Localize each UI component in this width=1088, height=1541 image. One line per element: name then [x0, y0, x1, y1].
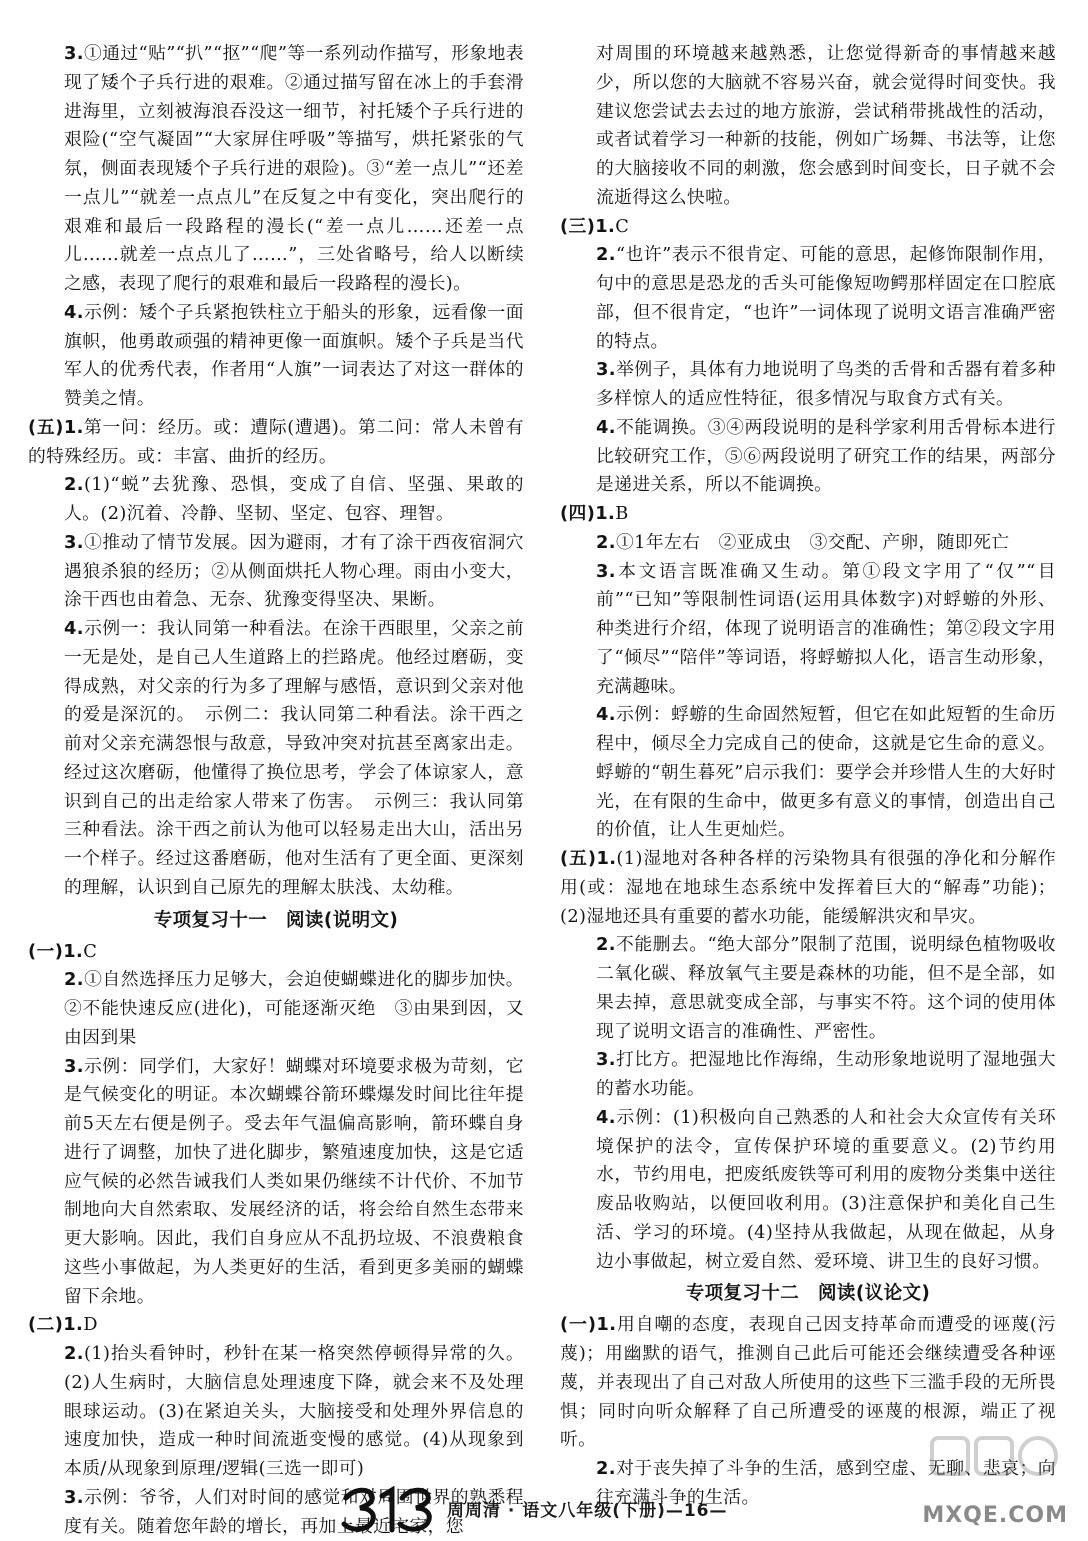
answer-text: (1)湿地对各种各样的污染物具有很强的净化和分解作用(或：湿地在地球生态系统中发挥着巨大的“解毒”功能)；(2)湿地还具有重要的蓄水功能，能缓解洪灾和旱灾。 [560, 848, 1056, 927]
answer-text: 示例：同学们，大家好！蝴蝶对环境要求极为苛刻，它是气候变化的明证。本次蝴蝶谷箭环蝶爆发时间比往年提前5天左右便是例子。受去年气温偏高影响，箭环蝶自身进行了调整，加快了进化脚步，繁殖速度加快，这是它适应气候的必然告诫我们人类如果仍继续不计代价、不加节制地向大自然索取、发展经济的话，将会给自然生态带来更大影响。因此，我们自身应从不乱扔垃圾、不浪费粮食这些小事做起，为人类更好的生活，看到更多美丽的蝴蝶留下余地。 [64, 1055, 524, 1307]
answer-item [28, 1340, 524, 1484]
question-number: 4. [64, 618, 84, 639]
question-number: 4. [596, 704, 616, 726]
answer-item [28, 966, 524, 1052]
question-number: 1. [63, 940, 84, 962]
question-number: 4. [596, 1106, 616, 1128]
section-label: (一) [560, 1314, 597, 1336]
answer-text: 举例子，具体有力地说明了鸟类的舌骨和舌器有着多种多样惊人的适应性特征，很多情况与取食方式有关。 [596, 359, 1056, 409]
question-number: 2. [64, 969, 84, 991]
answer-item [560, 1104, 1056, 1277]
question-number: 3. [64, 531, 84, 553]
answer-item [560, 213, 1056, 242]
answer-item [560, 1046, 1056, 1104]
section-label: (二) [28, 1314, 64, 1336]
answer-item [28, 1053, 524, 1312]
answer-text: 本文语言既准确又生动。第①段文字用了“仅”“目前”“已知”等限制性词语(运用具体数字)对蜉蝣的外形、种类进行介绍，体现了说明语言的准确性；第②段文字用了“倾尽”“陪伴”等词语，将蜉蝣拟人化，语言生动形象，充满趣味。 [596, 560, 1056, 697]
answer-text: (1)抬头看钟时，秒针在某一格突然停顿得异常的久。(2)人生病时，大脑信息处理速度下降，就会来不及处理眼球运动。(3)在紧迫关头，大脑接受和处理外界信息的速度加快，造成一种时间流逝变慢的感觉。(4)从现象到本质/从现象到原理/逻辑(三选一即可) [64, 1343, 524, 1479]
answer-text: 示例：爷爷，人们对时间的感觉和对周围世界的熟悉程度有关。随着您年龄的增长，再加上最近宅家，您 [64, 1486, 524, 1537]
question-number: 1. [595, 503, 616, 524]
question-number: 1. [595, 215, 616, 237]
answer-text: 示例：(1)积极向自己熟悉的人和社会大众宣传有关环境保护的法令，宣传保护环境的重要意义。(2)节约用水，节约用电，把废纸废铁等可利用的废物分类集中送往废品收购站，以便回收利用。(3)注意保护和美化自己生活、学习的环境。(4)坚持从我做起，从现在做起，从身边小事做起，树立爱自然、爱环境、讲卫生的良好习惯。 [596, 1106, 1056, 1272]
answer-text: B [615, 503, 629, 524]
question-number: 2. [64, 1343, 84, 1364]
question-number: 3. [596, 359, 616, 381]
answer-item [560, 40, 1056, 213]
question-number: 2. [596, 244, 616, 266]
question-number: 1. [63, 1314, 84, 1336]
question-number: 3. [596, 560, 616, 582]
question-number: 2. [596, 1458, 616, 1479]
question-number: 4. [64, 301, 84, 323]
answer-text: 不能调换。③④两段说明的是科学家利用舌骨标本进行比较研究工作，⑤⑥两段说明了研究工作的结果，两部分是递进关系，所以不能调换。 [596, 416, 1056, 496]
answer-item [560, 414, 1056, 500]
question-number: 1. [596, 1314, 617, 1336]
answer-text: ①推动了情节发展。因为避雨，才有了涂干西夜宿洞穴遇狼杀狼的经历；②从侧面烘托人物心理。雨由小变大，涂干西也由着急、无奈、犹豫变得坚决、果断。 [64, 531, 524, 611]
answer-text: “也许”表示不很肯定、可能的意思，起修饰限制作用，句中的意思是恐龙的舌头可能像短吻鳄那样固定在口腔底部，但不很肯定，“也许”一词体现了说明文语言准确严密的特点。 [596, 244, 1056, 352]
section-label: (四) [560, 503, 596, 524]
answer-item [560, 558, 1056, 702]
watermark-text: MXQE.COM [922, 1503, 1068, 1528]
answer-item [560, 500, 1056, 529]
answer-item [28, 529, 524, 615]
answer-text: D [83, 1314, 98, 1336]
section-label: (一) [28, 940, 64, 962]
answer-text: 不能删去。“绝大部分”限制了范围，说明绿色植物吸收二氧化碳、释放氧气主要是森林的功能，但不是全部，如果去掉，意思就变成全部，与事实不符。这个词的使用体现了说明文语言的准确性、严密性。 [596, 934, 1056, 1042]
answer-item [560, 529, 1056, 558]
answer-item [28, 1311, 524, 1340]
answer-text: 示例：蜉蝣的生命固然短暂，但它在如此短暂的生命历程中，倾尽全力完成自己的使命，这就是它生命的意义。蜉蝣的“朝生暮死”启示我们：要学会并珍惜人生的大好时光，在有限的生命中，做更多有意义的事情，创造出自己的价值，让人生更灿烂。 [596, 704, 1056, 841]
answer-text: ①通过“贴”“扒”“抠”“爬”等一系列动作描写，形象地表现了矮个子兵行进的艰难。②通过描写留在冰上的手套滑进海里，立刻被海浪吞没这一细节，衬托矮个子兵行进的艰险(“空气凝固”“大家屏住呼吸”等描写，烘托紧张的气氛，侧面表现矮个子兵行进的艰险)。③“差一点儿”“还差一点儿”“就差一点点儿”在反复之中有变化，突出爬行的艰难和最后一段路程的漫长(“差一点儿……还差一点儿……就差一点点儿了……”，三处省略号，给人以断续之感，表现了爬行的艰难和最后一段路程的漫长)。 [64, 43, 524, 294]
answer-item [560, 931, 1056, 1046]
question-number: 3. [64, 1055, 84, 1077]
question-number: 2. [596, 531, 616, 553]
question-number: 3. [596, 1049, 616, 1071]
answer-text: 对周围的环境越来越熟悉，让您觉得新奇的事情越来越少，所以您的大脑就不容易兴奋，就会觉得时间变快。我建议您尝试去去过的地方旅游，尝试稍带挑战性的活动，或者试着学习一种新的技能，例如广场舞、书法等，让您的大脑接收不同的刺激，您会感到时间变长，日子就不会流逝得这么快啦。 [596, 43, 1056, 208]
publisher-logo-icon [340, 1486, 442, 1534]
question-number: 4. [596, 416, 616, 438]
answer-text: 对于丧失掉了斗争的生活，感到空虚、无聊、悲哀；向往充满斗争的生活。 [596, 1458, 1056, 1508]
answer-text: 第一问：经历。或：遭际(遭遇)。第二问：常人未曾有的特殊经历。或：丰富、曲折的经历。 [28, 416, 524, 467]
section-label: (五) [560, 848, 597, 869]
question-number: 1. [596, 848, 617, 869]
answer-item [28, 299, 524, 414]
question-number: 1. [63, 416, 84, 438]
answer-item [28, 414, 524, 472]
answer-text: 用自嘲的态度，表现自己因支持革命而遭受的诬蔑(污蔑)；用幽默的语气，推测自己此后可能还会继续遭受各种诬蔑，并表现出了自己对敌人所使用的这些下三滥手段的无所畏惧；同时向听众解释了自己所遭受的诬蔑的根源，端正了视听。 [560, 1314, 1056, 1451]
question-number: 3. [64, 43, 84, 64]
answer-text: ①1年左右 ②亚成虫 ③交配、产卵，随即死亡 [615, 531, 1010, 553]
answer-item [28, 471, 524, 529]
answer-text: ①自然选择压力足够大，会迫使蝴蝶进化的脚步加快。②不能快速反应(进化)，可能逐渐灭绝 ③由果到因，又由因到果 [64, 969, 524, 1048]
answer-item [560, 356, 1056, 414]
answer-item [28, 615, 524, 903]
right-column [560, 40, 1056, 1513]
left-column [28, 40, 524, 1541]
section-heading: 专项复习十二 阅读(议论文) [685, 1283, 931, 1305]
question-number: 2. [64, 474, 84, 496]
question-number: 2. [596, 934, 616, 956]
answer-text: C [615, 215, 630, 237]
section-label: (五) [28, 416, 64, 438]
footer-text: 周周清 · 语文八年级(下册)—16— [447, 1501, 728, 1521]
answer-text: 示例：矮个子兵紧抱铁柱立于船头的形象，远看像一面旗帜，他勇敢顽强的精神更像一面旗帜。矮个子兵是当代军人的优秀代表，作者用“人旗”一词表达了对这一群体的赞美之情。 [64, 301, 524, 409]
answer-text: 示例一：我认同第一种看法。在涂干西眼里，父亲之前一无是处，是自己人生道路上的拦路虎。他经过磨砺，变得成熟，对父亲的行为多了理解与感悟，意识到父亲对他的爱是深沉的。 示例二：我认同第二种看法。涂干西之前对父亲充满怨恨与敌意，导致冲突对抗甚至离家出走。经过这次磨砺，他懂得了换位思考，学会了体谅家人，意识到自己的出走给家人带来了伤害。 示例三：我认同第三种看法。涂干西之前认为他可以轻易走出大山，活出另一个样子。经过这番磨砺，他对生活有了更全面、更深刻的理解，认识到自己原先的理解太肤浅、太幼稚。 [64, 618, 524, 898]
answer-item [28, 938, 524, 967]
answer-text: (1)“蜕”去犹豫、恐惧，变成了自信、坚强、果敢的人。(2)沉着、冷静、坚韧、坚定、包容、理智。 [64, 474, 524, 524]
answer-item [28, 40, 524, 299]
answer-item [560, 701, 1056, 845]
question-number: 3. [64, 1486, 84, 1508]
answer-text: C [83, 940, 98, 962]
section-label: (三) [560, 215, 596, 237]
answer-item [560, 845, 1056, 931]
answer-text: 打比方。把湿地比作海绵，生动形象地说明了湿地强大的蓄水功能。 [596, 1049, 1056, 1099]
section-heading: 专项复习十一 阅读(说明文) [153, 909, 399, 931]
answer-item [560, 241, 1056, 356]
